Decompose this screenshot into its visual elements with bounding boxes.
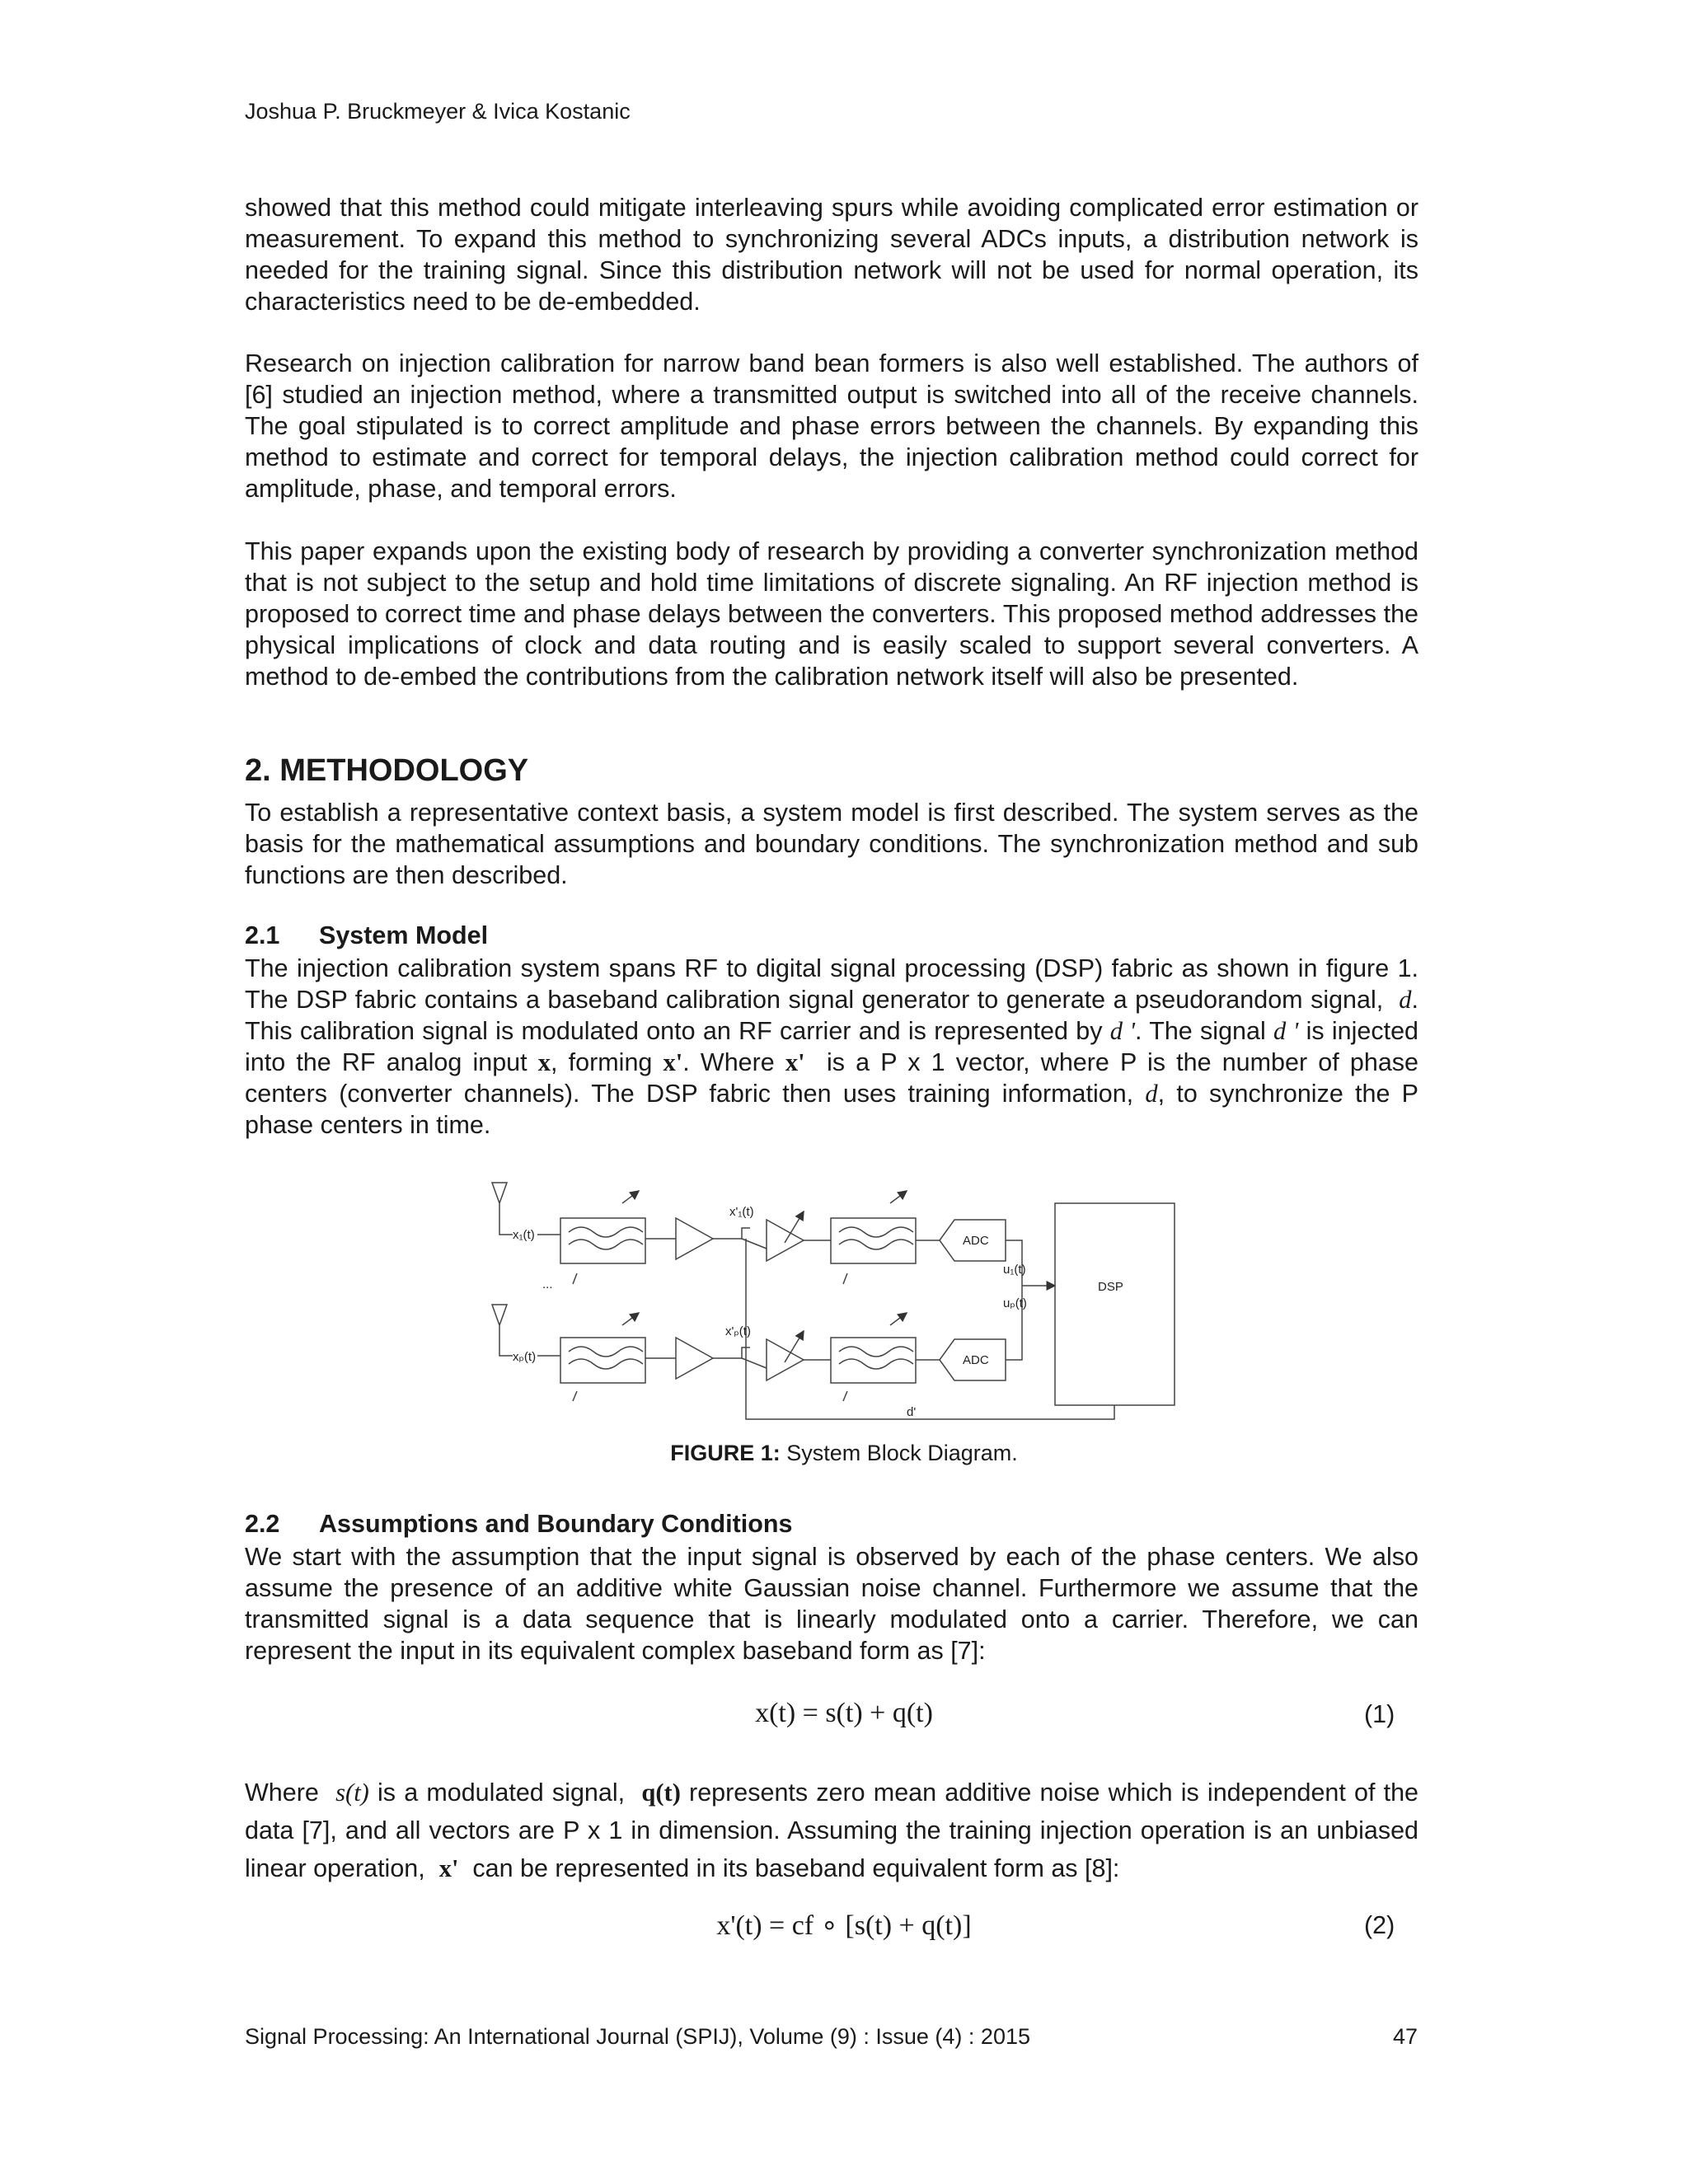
math-d: d — [1399, 986, 1412, 1014]
label-dprime: d' — [907, 1405, 917, 1419]
figure-caption — [0, 1441, 1688, 1466]
label-xprime1: x'₁(t) — [729, 1205, 754, 1219]
text-run: . The signal — [1135, 1017, 1266, 1045]
label-dsp: DSP — [1098, 1280, 1123, 1294]
paragraph-system-model — [245, 953, 1418, 1141]
equation-2: x'(t) = cf ∘ [s(t) + q(t)] — [716, 1910, 972, 1941]
subsection-number: 2.1 — [245, 921, 280, 949]
math-d-prime: d ' — [1109, 1017, 1135, 1045]
bandpass-filter-bottom-2 — [831, 1338, 916, 1383]
footer-page-number: 47 — [1393, 2024, 1418, 2049]
text-run: The injection calibration system spans RF to digital signal processing (DSP) fabric as shown in figure 1. The DSP fabric contains a baseband calibration signal generator to generate a pseudorandom signal, — [245, 954, 1418, 1014]
text-run: , forming — [551, 1048, 653, 1076]
antenna-bottom-icon — [492, 1305, 513, 1356]
paragraph-intro-continuation: showed that this method could mitigate interleaving spurs while avoiding complicated error estimation or measurement. To expand this method to synchronizing several ADCs inputs, a distribution network is needed for the training signal. Since this distribution network will not be used for normal operation, its characteristics need to be de-embedded. — [245, 194, 1418, 316]
amplifier-top-1 — [676, 1218, 713, 1259]
label-u1: u₁(t) — [1003, 1263, 1026, 1277]
bandpass-filter-top-2 — [831, 1218, 916, 1263]
antenna-top-icon — [492, 1183, 513, 1235]
dsp-block — [1055, 1203, 1175, 1405]
math-d-prime: d ' — [1273, 1017, 1299, 1045]
equation-2-number: (2) — [1364, 1911, 1395, 1939]
text-run: Where — [245, 1779, 319, 1807]
bandpass-filter-bottom-1 — [560, 1338, 645, 1383]
text-run: represents zero mean additive noise which is independent of the data [7], and all vectors are P x 1 in dimension. Assuming the training injection operation is an unbiased linear operation, — [245, 1779, 1418, 1882]
text-run: . This calibration signal is modulated onto an RF carrier and is represented by — [245, 986, 1419, 1045]
subsection-title: Assumptions and Boundary Conditions — [319, 1510, 793, 1538]
subsection-number: 2.2 — [245, 1510, 280, 1538]
section-heading-methodology: 2. METHODOLOGY — [245, 753, 529, 788]
paragraph-signal-definitions — [245, 1774, 1418, 1887]
system-block-diagram — [478, 1170, 1220, 1434]
subsection-title: System Model — [319, 921, 489, 949]
label-xp: xₚ(t) — [513, 1350, 537, 1364]
caption-label: FIGURE 1: — [670, 1441, 781, 1465]
subsection-heading-system-model — [245, 921, 488, 950]
math-x-prime: x' — [663, 1048, 683, 1076]
paragraph-injection-research: Research on injection calibration for narrow band bean formers is also well established. The authors of [6] studied an injection method, where a transmitted output is switched into all of the receive channels. The goal stipulated is to correct amplitude and phase errors between the channels. By expanding this method to estimate and correct for temporal delays, the injection calibration method could correct for amplitude, phase, and temporal errors. — [245, 349, 1418, 503]
label-xprimep: x'ₚ(t) — [725, 1324, 751, 1338]
subsection-heading-assumptions — [245, 1510, 792, 1539]
label-adc-top: ADC — [963, 1234, 989, 1248]
math-d: d — [1145, 1080, 1158, 1108]
label-adc-bottom: ADC — [963, 1353, 989, 1367]
math-x-prime: x' — [785, 1048, 805, 1076]
text-run: is a P x 1 vector, where P is the number of phase centers (converter channels). The DSP fabric then uses training information, — [245, 1048, 1418, 1108]
paragraph-assumptions: We start with the assumption that the input signal is observed by each of the phase centers. We also assume the presence of an additive white Gaussian noise channel. Furthermore we assume that the transmitted signal is a data sequence that is linearly modulated onto a carrier. Therefore, we can represent the input in its equivalent complex baseband form as [7]: — [245, 1543, 1418, 1665]
math-x: x — [537, 1048, 551, 1076]
equation-1-number: (1) — [1364, 1700, 1395, 1728]
equation-1: x(t) = s(t) + q(t) — [755, 1698, 933, 1728]
math-x-prime: x' — [438, 1854, 459, 1882]
math-q-t: q(t) — [641, 1779, 681, 1807]
text-run: . Where — [682, 1048, 775, 1076]
math-s-t: s(t) — [335, 1779, 369, 1807]
paragraph-methodology-intro: To establish a representative context basis, a system model is first described. The system serves as the basis for the mathematical assumptions and boundary conditions. The synchronization method and sub functions are then described. — [245, 799, 1418, 889]
running-head-authors: Joshua P. Bruckmeyer & Ivica Kostanic — [245, 99, 631, 124]
text-run: can be represented in its baseband equivalent form as [8]: — [472, 1854, 1120, 1882]
text-run: is a modulated signal, — [377, 1779, 626, 1807]
text-run: is injected into the RF analog input — [245, 1017, 1419, 1076]
footer-journal-info: Signal Processing: An International Journal (SPIJ), Volume (9) : Issue (4) : 2015 — [245, 2024, 1030, 2049]
label-x1: x₁(t) — [513, 1228, 535, 1242]
amplifier-bottom-2 — [767, 1339, 804, 1380]
injection-feedback-line — [746, 1239, 1114, 1419]
bandpass-filter-top-1 — [560, 1218, 645, 1263]
paragraph-paper-contribution: This paper expands upon the existing body of research by providing a converter synchronization method that is not subject to the setup and hold time limitations of discrete signaling. An RF injection method is proposed to correct time and phase delays between the converters. This proposed method addresses the physical implications of clock and data routing and is easily scaled to support several converters. A method to de-embed the contributions from the calibration network itself will also be presented. — [245, 537, 1418, 691]
label-ellipsis: ... — [542, 1277, 553, 1291]
amplifier-top-2 — [767, 1220, 804, 1261]
amplifier-bottom-1 — [676, 1338, 713, 1379]
caption-text: System Block Diagram. — [780, 1441, 1018, 1465]
label-up: uₚ(t) — [1003, 1296, 1027, 1310]
text-run: , to synchronize the P phase centers in time. — [245, 1080, 1419, 1139]
